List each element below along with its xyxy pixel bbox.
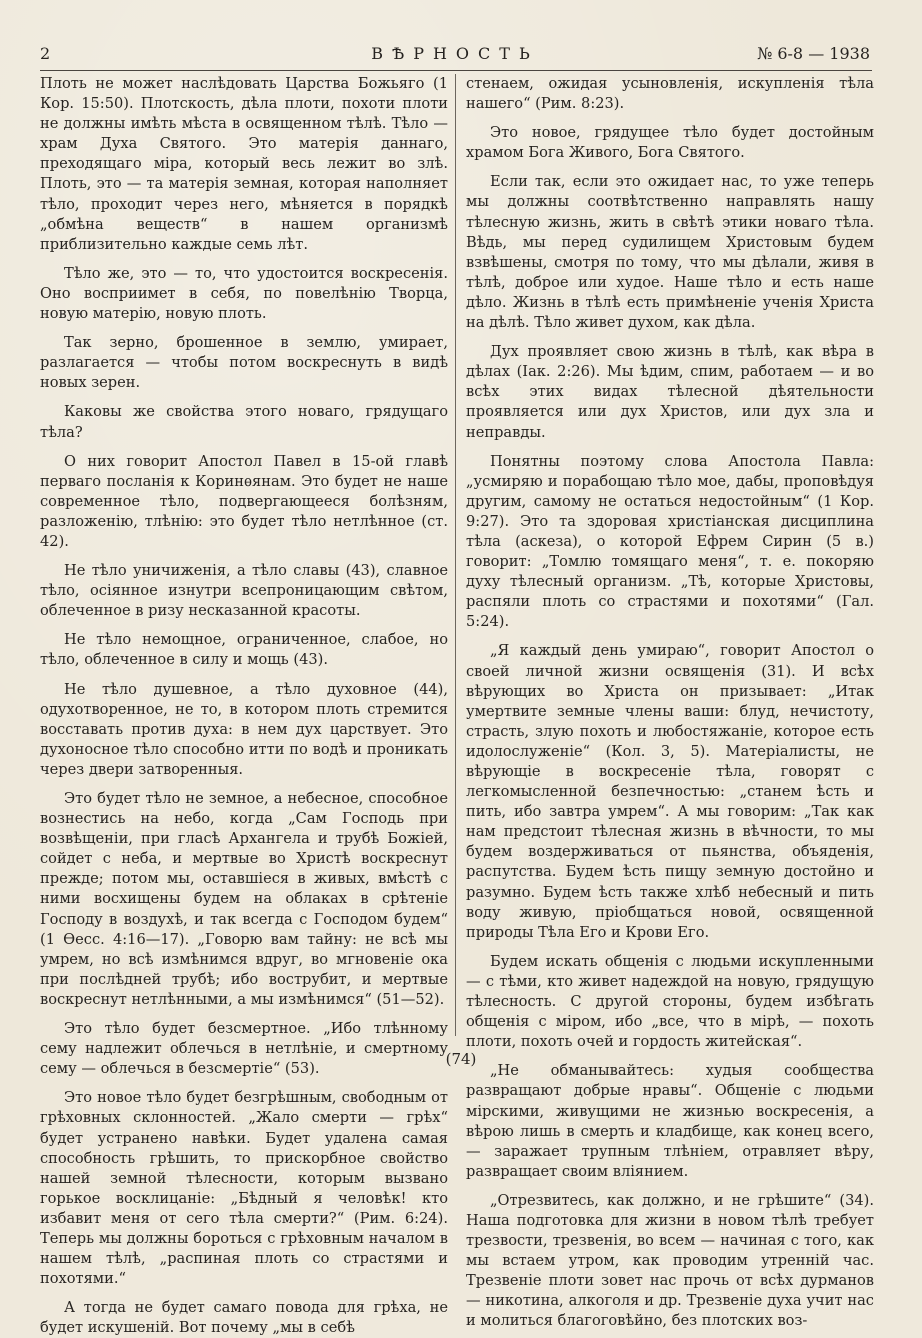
- paragraph: Это тѣло будет безсмертное. „Ибо тлѣнному сему надлежит облечься в нетлѣніе, и смертному сему — облечься в безсмертіе“ (53).: [40, 1020, 448, 1078]
- right-column: [466, 74, 874, 1330]
- paragraph: Так зерно, брошенное в землю, умирает, разлагается — чтобы потом воскреснуть в видѣ новых зерен.: [40, 334, 448, 392]
- paragraph: стенаем, ожидая усыновленія, искупленія тѣла нашего“ (Рим. 8:23).: [466, 75, 874, 113]
- paragraph: Это новое, грядущее тѣло будет достойным храмом Бога Живого, Бога Святого.: [466, 124, 874, 162]
- paragraph: О них говорит Апостол Павел в 15-ой главѣ перваго посланія к Коринѳянам. Это будет не наше современное тѣло, подвергающееся болѣзням, разложенію, тлѣнію: это будет тѣло нетлѣнное (ст. 42).: [40, 452, 448, 550]
- paragraph: Если так, если это ожидает нас, то уже теперь мы должны соотвѣтственно направлять нашу тѣлесную жизнь, жить в свѣтѣ этики новаго тѣла. Вѣдь, мы перед судилищем Христовым будем взвѣшены, смотря по тому, что мы дѣлали, живя в тѣлѣ, доброе или худое. Наше тѣло и есть наше дѣло. Жизнь в тѣлѣ есть примѣненіе ученія Христа на дѣлѣ. Тѣло живет духом, как дѣла.: [466, 173, 874, 332]
- paragraph: Не тѣло немощное, ограниченное, слабое, но тѣло, облеченное в силу и мощь (43).: [40, 631, 448, 669]
- paragraph: А тогда не будет самаго повода для грѣха, не будет искушеній. Вот почему „мы в себѣ: [40, 1299, 448, 1337]
- paragraph: „Я каждый день умираю“, говорит Апостол о своей личной жизни освященія (31). И всѣх вѣрующих во Христа он призывает: „Итак умертвите земные члены ваши: блуд, нечистоту, страсть, злую похоть и любостяжаніе, которое есть идолослуженіе“ (Кол. 3, 5). Матеріалисты, не вѣрующіе в воскресеніе тѣла, говорят с легкомысленной безпечностью: „станем ѣсть и пить, ибо завтра умрем“. А мы говорим: „Так как нам предстоит тѣлесная жизнь в вѣчности, то мы будем воздерживаться от пьянства, объяденія, распутства. Будем ѣсть пищу земную достойно и разумно. Будем ѣсть также хлѣб небесный и пить воду живую, пріобщаться новой, освященной природы Тѣла Его и Крови Его.: [466, 642, 874, 941]
- paragraph: Дух проявляет свою жизнь в тѣлѣ, как вѣра в дѣлах (Іак. 2:26). Мы ѣдим, спим, работаем — и во всѣх этих видах тѣлесной дѣятельности проявляется или дух Христов, или дух зла и неправды.: [466, 343, 874, 441]
- page-number: 2: [40, 44, 51, 63]
- paragraph: Не тѣло душевное, а тѣло духовное (44), одухотворенное, не то, в котором плоть стремится восставать против духа: в нем дух царствует. Это духоносное тѣло способно итти по водѣ и проникать через двери затворенныя.: [40, 680, 448, 778]
- issue-number: № 6-8 — 1938: [757, 44, 870, 63]
- paragraph: Понятны поэтому слова Апостола Павла: „усмиряю и порабощаю тѣло мое, дабы, проповѣдуя другим, самому не остаться недостойным“ (1 Кор. 9:27). Это та здоровая христіанская дисциплина тѣла (аскеза), о которой Ефрем Сирин (5 в.) говорит: „Томлю томящаго меня“, т. е. покоряю духу тѣлесный организм. „Тѣ, которые Христовы, распяли плоть со страстями и похотями“ (Гал. 5:24).: [466, 452, 874, 631]
- journal-title: ВѢРНОСТЬ: [371, 44, 539, 63]
- paragraph: Плоть не может наслѣдовать Царства Божьяго (1 Кор. 15:50). Плотскость, дѣла плоти, похоти плоти не должны имѣть мѣста в освященном тѣлѣ. Тѣло — храм Духа Святого. Это матерія даннаго, преходящаго міра, который весь лежит во злѣ. Плоть, это — та матерія земная, которая наполняет тѣло, проходит через него, мѣняется в порядкѣ „обмѣна веществ“ в нашем организмѣ приблизительно каждые семь лѣт.: [40, 75, 448, 253]
- running-header: [40, 44, 870, 70]
- paragraph: Это будет тѣло не земное, а небесное, способное вознестись на небо, когда „Сам Господь при возвѣщеніи, при гласѣ Архангела и трубѣ Божіей, сойдет с неба, и мертвые во Христѣ воскреснут прежде; потом мы, оставшіеся в живых, вмѣстѣ с ними восхищены будем на облаках в срѣтеніе Господу в воздухѣ, и так всегда с Господом будем“ (1 Ѳесс. 4:16—17). „Говорю вам тайну: не всѣ мы умрем, но всѣ измѣнимся вдруг, во мгновеніе ока при послѣдней трубѣ; ибо вострубит, и мертвые воскреснут нетлѣнными, а мы измѣнимся“ (51—52).: [40, 790, 448, 1008]
- paragraph: Каковы же свойства этого новаго, грядущаго тѣла?: [40, 403, 448, 441]
- paragraph: „Отрезвитесь, как должно, и не грѣшите“ (34). Наша подготовка для жизни в новом тѣлѣ требует трезвости, трезвенія, во всем — начиная с того, как мы встаем утром, как проводим утренній час. Трезвеніе плоти зовет нас прочь от всѣх дурманов — никотина, алкоголя и др. Трезвеніе духа учит нас и молиться благоговѣйно, без плотских воз-: [466, 1191, 874, 1330]
- paragraph: „Не обманывайтесь: худыя сообщества развращают добрые нравы“. Общеніе с людьми мірскими, живущими не жизнью воскресенія, а вѣрою лишь в смерть и кладбище, как конец всего, — заражает трупным тлѣніем, отравляет вѣру, развращает своим вліянием.: [466, 1062, 874, 1180]
- left-column: [40, 74, 448, 1337]
- paragraph: Это новое тѣло будет безгрѣшным, свободным от грѣховных склонностей. „Жало смерти — грѣх“ будет устранено навѣки. Будет удалена самая способность грѣшить, то прискорбное свойство нашей земной тѣлесности, которым вызвано горькое восклицаніе: „Бѣдный я человѣк! кто избавит меня от сего тѣла смерти?“ (Рим. 6:24). Теперь мы должны бороться с грѣховным началом в нашем тѣлѣ, „распиная плоть со страстями и похотями.“: [40, 1089, 448, 1288]
- paragraph: Будем искать общенія с людьми искупленными — с тѣми, кто живет надеждой на новую, грядущую тѣлесность. С другой стороны, будем избѣгать общенія с міром, ибо „все, что в мірѣ, — похоть плоти, похоть очей и гордость житейская“.: [466, 952, 874, 1051]
- column-divider: [455, 74, 456, 1036]
- header-rule: [40, 70, 872, 71]
- paragraph: Не тѣло уничиженія, а тѣло славы (43), славное тѣло, осіянное изнутри всепроницающим свѣтом, облеченное в ризу несказанной красоты.: [40, 562, 448, 620]
- paragraph: Тѣло же, это — то, что удостоится воскресенія. Оно восприимет в себя, по повелѣнію Творца, новую матерію, новую плоть.: [40, 264, 448, 323]
- folio: (74): [445, 1050, 477, 1068]
